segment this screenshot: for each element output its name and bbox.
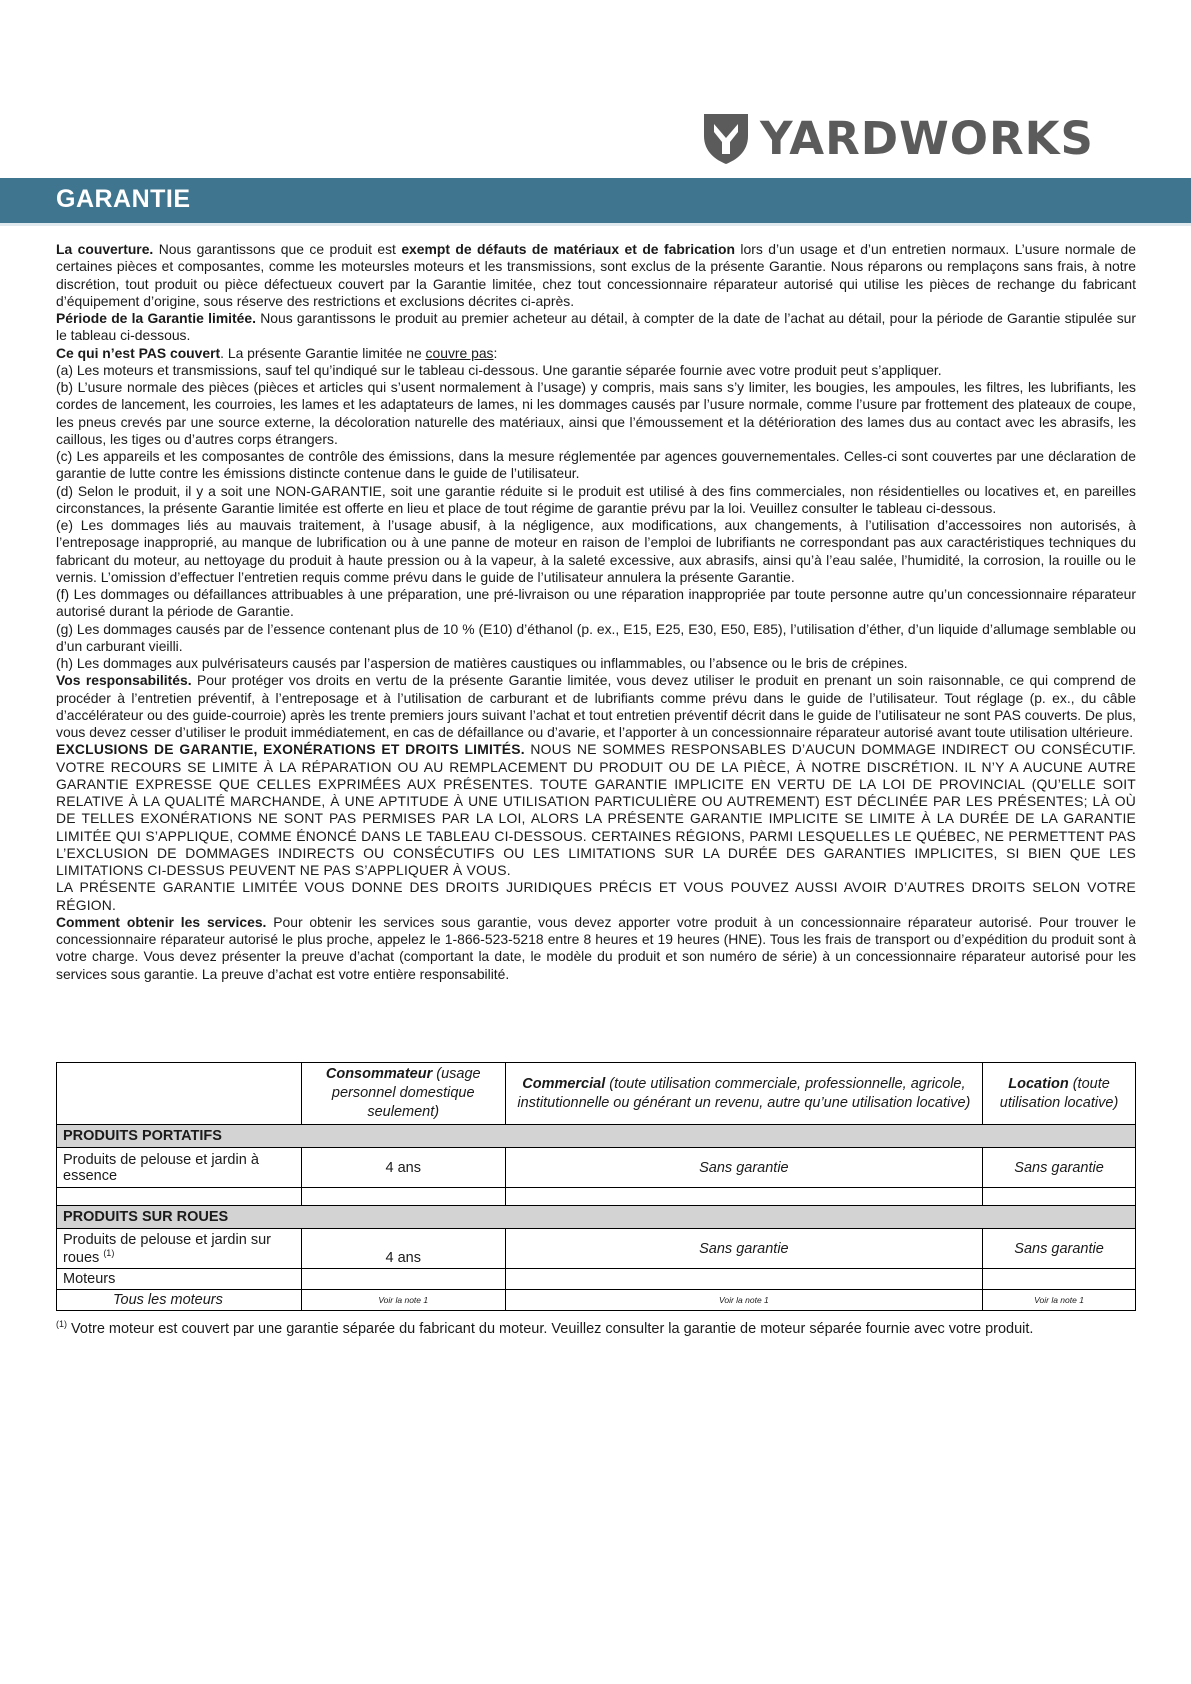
service-heading: Comment obtenir les services. [56, 913, 267, 930]
empty-cell [505, 1269, 982, 1290]
exclusion-item: (b) L’usure normale des pièces (pièces et articles qui s’usent normalement à l’usage) y compris, mais sans s’y limiter, les bougies, les ampoules, les filtres, les lubrifiants, les cordes de lancement, les courroies, les lames et les adaptateurs de lames, ni les dommages causés par l’usure normale, comme l’usure par frottement des plateaux de coupe, les pneus crevés par une source externe, la décoloration naturelle des matériaux, ainsi que l’émoussement et la détérioration des lames dus au contact avec les abrasifs, les caillous, les tiges ou d’autres corps étrangers. [56, 379, 1136, 447]
cell-consumer-text: 4 ans [385, 1250, 421, 1266]
exclusion-item: (g) Les dommages causés par de l’essence contenant plus de 10 % (E10) d’éthanol (p. ex., E15, E25, E30, E50, E85), l’utilisation d’éther, d’un liquide d’allumage semblable ou d’un carburant vieilli. [56, 620, 1136, 654]
empty-cell [983, 1188, 1136, 1206]
row-label-sup: (1) [103, 1247, 115, 1258]
page-title: GARANTIE [56, 185, 191, 213]
empty-cell [301, 1188, 505, 1206]
header-commercial-desc: (toute utilisation commerciale, professionnelle, agricole, institutionnelle ou générant un revenu, autre qu’une utilisation locative) [517, 1075, 971, 1111]
section-portable: PRODUITS PORTATIFS [57, 1125, 1136, 1148]
title-banner [0, 178, 1191, 226]
row-label: Tous les moteurs [57, 1290, 302, 1311]
not-covered-heading: Ce qui n’est PAS couvert [56, 344, 221, 361]
footnote [56, 1314, 1136, 1339]
cell-rental: Voir la note 1 [983, 1290, 1136, 1311]
warranty-table [56, 1062, 1136, 1311]
table-header-row [57, 1063, 1136, 1125]
section-row [57, 1206, 1136, 1229]
table-header-empty [57, 1063, 302, 1125]
header-consumer [301, 1063, 505, 1125]
empty-cell [301, 1269, 505, 1290]
yardworks-shield-icon [700, 110, 752, 166]
coverage-text-a: Nous garantissons que ce produit est [153, 241, 402, 257]
coverage-paragraph [56, 241, 1136, 310]
brand-name: YARDWORKS [760, 111, 1094, 165]
section-row [57, 1125, 1136, 1148]
footnote-sup: (1) [56, 1319, 67, 1329]
table-row [57, 1290, 1136, 1311]
cell-commercial: Sans garantie [505, 1229, 982, 1269]
footnote-text: Votre moteur est couvert par une garantie séparée du fabricant du moteur. Veuillez consulter la garantie de moteur séparée fournie avec votre produit. [67, 1320, 1034, 1337]
not-covered-text: . La présente Garantie limitée ne [220, 344, 426, 361]
cell-rental: Sans garantie [983, 1148, 1136, 1188]
exclusion-item: (e) Les dommages liés au mauvais traitement, à l’usage abusif, à la négligence, aux modifications, aux changements, à l’utilisation d’accessoires non autorisés, à l’entreposage inapproprié, au manque de lubrification ou à une panne de moteur en raison de l’emploi de lubrifiants ne correspondant pas aux caractéristiques techniques du fabricant du moteur, au nettoyage du produit à haute pression ou à la vapeur, à la saleté excessive, aux abrasifs, ainsi qu’à l’eau salée, l’humidité, la corrosion, la rouille ou le vernis. L’omission d’effectuer l’entretien requis comme prévu dans le guide de l’utilisateur annulera la présente Garantie. [56, 517, 1136, 585]
header-rental-desc: (toute utilisation locative) [999, 1075, 1119, 1111]
header-consumer-title: Consommateur [325, 1066, 433, 1082]
period-heading: Période de la Garantie limitée. [56, 310, 256, 326]
exclusion-item: (d) Selon le produit, il y a soit une NON-GARANTIE, soit une garantie réduite si le produit est utilisé à des fins commerciales, non résidentielles ou locatives et, en pareilles circonstances, la présente Garantie limitée est offerte en lieu et place de tout régime de garantie prévu par la loi. Veuillez consulter le tableau ci-dessous. [56, 482, 1136, 516]
responsibilities-text: Pour protéger vos droits en vertu de la présente Garantie limitée, vous devez utiliser le produit en prenant un soin raisonnable, ce qui comprend de procéder à l’entretien préventif, à l’entreposage et à l’utilisation de carburant et de lubrifiants comme prévu dans le guide de l’utilisateur. Tout réglage (p. ex., du câble d’accélérateur ou des guide-courroie) après les trente premiers jours suivant l’achat et tout entretien préventif décrit dans le guide de l’utilisateur ne sont PAS couverts. De plus, vous devez cesser d’utiliser le produit immédiatement, en cas de défaillance ou d’avarie, et l’apporter à un concessionnaire réparateur autorisé avant toute utilisation ultérieure. [56, 672, 1136, 740]
header-consumer-desc: (usage personnel domestique seulement) [331, 1066, 481, 1120]
header-rental-title: Location [1008, 1075, 1069, 1092]
exclusion-item: (a) Les moteurs et transmissions, sauf tel qu’indiqué sur le tableau ci-dessous. Une garantie séparée fournie avec votre produit peut s’appliquer. [56, 361, 942, 378]
row-label: Produits de pelouse et jardin à essence [57, 1148, 302, 1188]
cell-rental: Sans garantie [983, 1229, 1136, 1269]
coverage-bold: exempt de défauts de matériaux et de fabrication [401, 241, 735, 257]
section-wheeled: PRODUITS SUR ROUES [57, 1206, 1136, 1229]
cell-consumer [301, 1229, 505, 1269]
exclusion-item: (f) Les dommages ou défaillances attribuables à une préparation, une pré-livraison ou une réparation inappropriée par toute personne autre qu’un concessionnaire réparateur autorisé durant la période de Garantie. [56, 586, 1136, 620]
rights-paragraph: LA PRÉSENTE GARANTIE LIMITÉE VOUS DONNE DES DROITS JURIDIQUES PRÉCIS ET VOUS POUVEZ AUSSI AVOIR D’AUTRES DROITS SELON VOTRE RÉGION. [56, 879, 1136, 913]
empty-cell [505, 1188, 982, 1206]
period-text: Nous garantissons le produit au premier acheteur au détail, à compter de la date de l’achat au détail, pour la période de Garantie stipulée sur le tableau ci-dessous. [56, 310, 1137, 344]
row-label-text: Produits de pelouse et jardin sur roues [63, 1231, 271, 1266]
period-paragraph [56, 310, 1136, 345]
not-covered-end: : [493, 344, 498, 361]
empty-cell [57, 1188, 302, 1206]
exclusions-heading: EXCLUSIONS DE GARANTIE, EXONÉRATIONS ET DROITS LIMITÉS. [56, 741, 525, 758]
cell-commercial: Sans garantie [505, 1148, 982, 1188]
empty-cell [983, 1269, 1136, 1290]
header-commercial [505, 1063, 982, 1125]
responsibilities-heading: Vos responsabilités. [56, 672, 192, 689]
cell-consumer: 4 ans [301, 1148, 505, 1188]
service-paragraph [56, 914, 1136, 983]
exclusion-item: (c) Les appareils et les composantes de contrôle des émissions, dans la mesure réglementée par agences gouvernementales. Celles-ci sont couvertes par une déclaration de garantie de lutte contre les émissions distincte contenue dans le guide de l’utilisateur. [56, 448, 1136, 482]
brand-logo [700, 110, 1094, 166]
exclusion-item: (h) Les dommages aux pulvérisateurs causés par l’aspersion de matières caustiques ou inflammables, ou l’absence ou le bris de crépines. [56, 655, 908, 671]
cell-consumer: Voir la note 1 [301, 1290, 505, 1311]
table-row [57, 1148, 1136, 1188]
row-label [57, 1229, 302, 1269]
header-commercial-title: Commercial [522, 1075, 606, 1092]
table-row-empty [57, 1188, 1136, 1206]
responsibilities-paragraph [56, 672, 1136, 741]
cell-commercial: Voir la note 1 [505, 1290, 982, 1311]
row-label: Moteurs [57, 1269, 302, 1290]
exclusions-text: NOUS NE SOMMES RESPONSABLES D’AUCUN DOMMAGE INDIRECT OU CONSÉCUTIF. VOTRE RECOURS SE LIMITE À LA RÉPARATION OU AU REMPLACEMENT DU PRODUIT OU DE LA PIÈCE, À NOTRE DISCRÉTION. IL N’Y A AUCUNE AUTRE GARANTIE EXPRESSE QUE CELLES EXPRIMÉES AUX PRÉSENTES. TOUTE GARANTIE IMPLICITE EN VERTU DE LA LOI DE PROVINCIAL (QU’ELLE SOIT RELATIVE À LA QUALITÉ MARCHANDE, À UNE APTITUDE À UNE UTILISATION PARTICULIÈRE OU AUTREMENT) EST DÉCLINÉE PAR LES PRÉSENTES; LÀ OÙ DE TELLES EXONÉRATIONS NE SONT PAS PERMISES PAR LA LOI, ALORS LA PRÉSENTE GARANTIE IMPLICITE SE LIMITE À LA DURÉE DE LA GARANTIE LIMITÉE QUI S’APPLIQUE, COMME ÉNONCÉ DANS LE TABLEAU CI-DESSOUS. CERTAINES RÉGIONS, PARMI LESQUELLES LE QUÉBEC, NE PERMETTENT PAS L’EXCLUSION DE DOMMAGES INDIRECTS OU CONSÉCUTIFS OU LES LIMITATIONS SUR LA DURÉE DES GARANTIES IMPLICITES, SI BIEN QUE LES LIMITATIONS CI-DESSUS PEUVENT NE PAS S’APPLIQUER À VOUS. [56, 741, 1136, 878]
not-covered-paragraph [56, 345, 1136, 362]
coverage-heading: La couverture. [56, 241, 154, 257]
not-covered-underline: couvre pas [425, 344, 494, 361]
coverage-text-b: lors d’un usage et d’un entretien normaux. L’usure normale de certaines pièces et composantes, comme les moteursles moteurs et les transmissions, sont exclus de la présente Garantie. Nous réparons ou remplaçons sans frais, à notre discrétion, tout produit ou pièce défectueux couvert par la Garantie limitée, chez tout concessionnaire réparateur autorisé qui utilise les pièces de rechange du fabricant d’équipement d’origine, sous réserve des restrictions et exclusions décrites ci-après. [56, 241, 1136, 309]
header-rental [983, 1063, 1136, 1125]
table-row [57, 1269, 1136, 1290]
exclusions-paragraph [56, 741, 1136, 879]
warranty-body [56, 241, 1136, 983]
table-row [57, 1229, 1136, 1269]
service-text: Pour obtenir les services sous garantie, vous devez apporter votre produit à un concessionnaire réparateur autorisé. Pour trouver le concessionnaire réparateur autorisé le plus proche, appelez le 1-866-523-5218 entre 8 heures et 19 heures (HNE). Tous les frais de transport ou d’expédition du produit sont à votre charge. Vous devez présenter la preuve d’achat (comportant la date, le modèle du produit et son numéro de série) à un concessionnaire réparateur autorisé pour les services sous garantie. La preuve d’achat est votre entière responsabilité. [56, 913, 1136, 982]
